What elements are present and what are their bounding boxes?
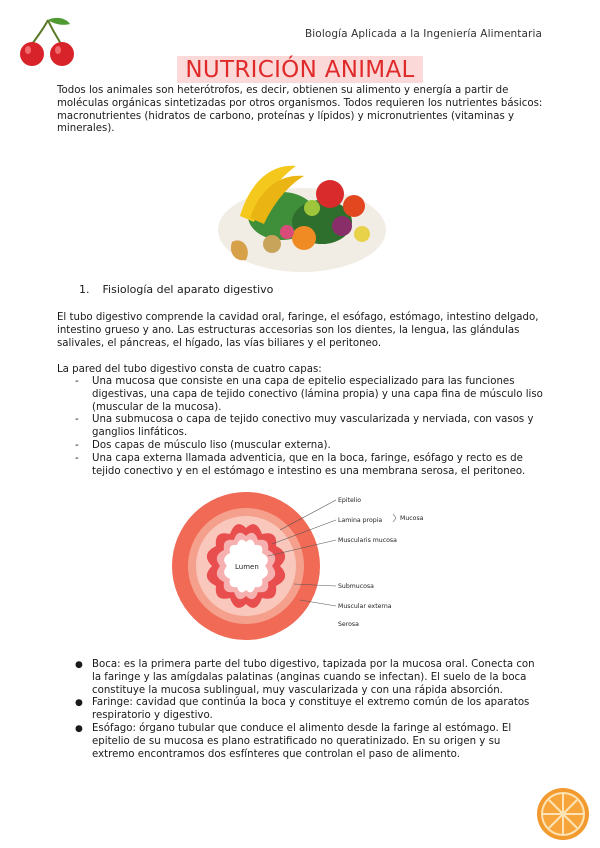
lumen-label: Lumen [235, 563, 259, 571]
healthy-food-image [212, 156, 392, 274]
bullet-marker: ● [75, 660, 83, 670]
label-muscular-externa: Muscular externa [338, 603, 392, 610]
organ-text: Esófago: órgano tubular que conduce el alimento desde la faringe al estómago. El epitelio de su mucosa es plano estratificado no queratinizado. En su origen y su extremo encontramos dos esfínteres que controlan el paso de alimento. [92, 722, 512, 760]
list-item [57, 376, 547, 414]
section-title: Fisiología del aparato digestivo [102, 283, 274, 296]
section-heading [79, 283, 273, 296]
label-mucosa: Mucosa [400, 515, 424, 522]
label-lamina-propia: Lamina propia [338, 517, 383, 524]
list-item [57, 723, 537, 761]
wall-intro: La pared del tubo digestivo consta de cuatro capas: [57, 364, 322, 375]
dash-marker: - [75, 414, 79, 426]
course-title: Biología Aplicada a la Ingeniería Alimentaria [304, 28, 542, 40]
list-item [57, 414, 547, 440]
organ-text: Faringe: cavidad que continúa la boca y constituye el extremo común de los aparatos respiratorio y digestivo. [92, 697, 530, 722]
label-serosa: Serosa [338, 621, 359, 628]
label-muscularis-mucosa: Muscularis mucosa [338, 537, 397, 544]
list-item [57, 440, 547, 453]
page-title: NUTRICIÓN ANIMAL [177, 56, 422, 83]
list-item [57, 453, 547, 479]
section-number: 1. [79, 283, 90, 296]
label-submucosa: Submucosa [338, 583, 374, 590]
list-item [57, 697, 537, 723]
tube-paragraph: El tubo digestivo comprende la cavidad oral, faringe, el esófago, estómago, intestino delgado, intestino grueso y ano. Las estructuras accesorias son los dientes, la lengua, las glándulas salivales, el páncreas, el hígado, las vías biliares y el peritoneo. [57, 312, 539, 349]
layer-text: Una mucosa que consiste en una capa de epitelio especializado para las funciones digestivas, una capa de tejido conectivo (lámina propia) y una capa fina de músculo liso (muscular de la mucosa). [92, 376, 543, 413]
label-epitelio: Epitelio [338, 497, 362, 504]
bullet-marker: ● [75, 723, 83, 734]
list-item [57, 659, 537, 697]
intro-paragraph: Todos los animales son heterótrofos, es decir, obtienen su alimento y energía a partir de moléculas orgánicas sintetizadas por otros organismos. Todos requieren los nutrientes básicos: macronutrientes (hidratos de carbono, proteínas y lípidos) y micronutrientes (vitaminas y minerales). [57, 85, 543, 135]
bullet-marker: ● [75, 698, 83, 709]
dash-marker: - [75, 452, 79, 464]
layer-text: Una submucosa o capa de tejido conectivo muy vascularizada y nerviada, con vasos y ganglios linfáticos. [92, 414, 534, 439]
dash-marker: - [75, 439, 79, 451]
organs-list [57, 659, 537, 761]
digestive-wall-diagram [160, 490, 470, 640]
orange-slice-icon [536, 787, 590, 841]
layers-list [57, 376, 547, 478]
layer-text: Dos capas de músculo liso (muscular externa). [92, 439, 331, 451]
layer-text: Una capa externa llamada adventicia, que en la boca, faringe, esófago y recto es de tejido conectivo y en el estómago e intestino es una membrana serosa, el peritoneo. [92, 452, 526, 477]
organ-text: Boca: es la primera parte del tubo digestivo, tapizada por la mucosa oral. Conecta con la faringe y las amígdalas palatinas (anginas cuando se infectan). El suelo de la boca constituye la mucosa sublingual, muy vascularizada y con una rápida absorción. [92, 659, 535, 696]
dash-marker: - [75, 376, 79, 387]
